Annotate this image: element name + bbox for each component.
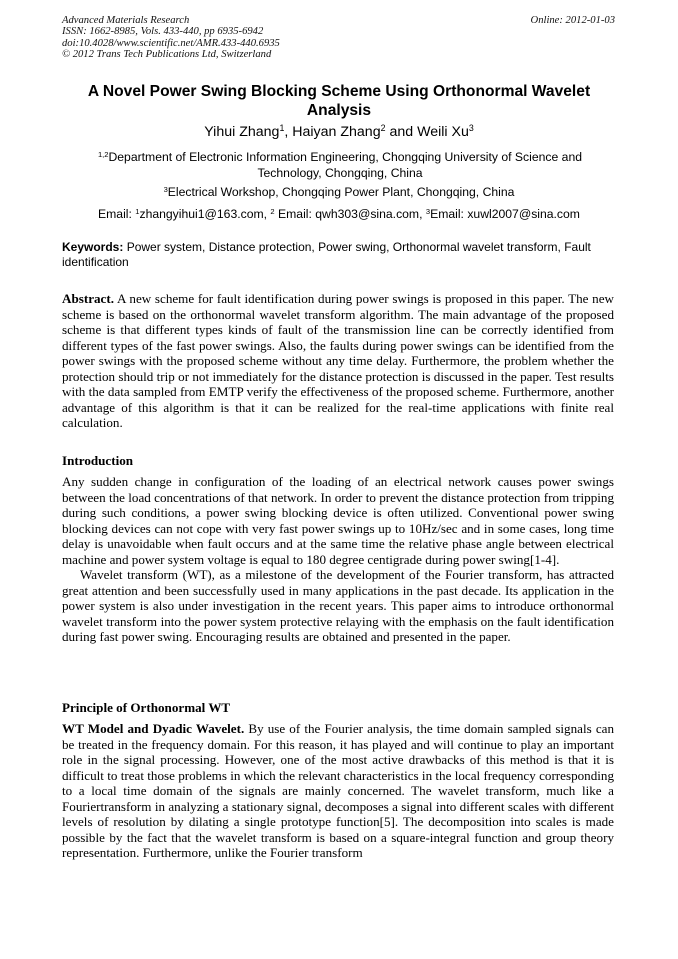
email-line — [62, 206, 616, 222]
journal-header — [62, 15, 280, 61]
section-heading-principle: Principle of Orthonormal WT — [62, 700, 231, 715]
paragraph: Any sudden change in configuration of the loading of an electrical network causes power swings between the load concentrations of that network. In order to prevent the distance protection from tripping during such conditions, a power swing blocking device is often utilized. Conventional power swing blocking devices can not cope with very fast power swings up to 10Hz/sec and in some cases, long time delay is unavoidable when fault occurs and at the same time the relative phase angle between electrical machine and power system voltage is equal to 180 degree centigrade during power swing[1-4]. — [62, 474, 614, 567]
affiliation-text: Electrical Workshop, Chongqing Power Plant, Chongqing, China — [167, 185, 515, 199]
journal-name: Advanced Materials Research — [62, 15, 190, 26]
abstract — [62, 291, 614, 431]
author-sup: 1 — [279, 123, 285, 134]
principle-body — [62, 721, 614, 861]
subsection-label: WT Model and Dyadic Wavelet. — [62, 721, 245, 736]
abstract-text: A new scheme for fault identification during power swings is proposed in this paper. The new scheme is based on the orthonormal wavelet transform algorithm. The main advantage of the proposed scheme is that different types kinds of fault of the transmission line can be correctly identified from different types of the fast power swings. Also, the faults during power swings can be identified from the power swings with the proposed scheme without any time delay. Furthermore, the problem whether the protection should trip or not immediately for the distance protection is discussed in the paper. Test results with the data sampled from EMTP verify the effectiveness of the proposed scheme. Furthermore, another advantage of this algorithm is that it can be realized for the real-time applications with finite real calculation. — [62, 291, 614, 430]
separator: , — [284, 124, 293, 140]
affiliation-text: Department of Electronic Information Engineering, Chongqing University of Science and Technology, Chongqing, China — [108, 150, 583, 180]
author-sup: 2 — [380, 123, 386, 134]
author-name: Haiyan Zhang — [292, 124, 381, 140]
affiliation-2 — [62, 184, 616, 200]
email-sup: 3 — [425, 206, 431, 216]
email-2[interactable]: Email: qwh303@sina.com, — [274, 207, 426, 221]
email-1[interactable]: zhangyihui1@163.com, — [139, 207, 271, 221]
introduction-body — [62, 474, 614, 645]
separator: and — [385, 124, 418, 140]
email-label: Email: — [98, 207, 136, 221]
author-sup: 3 — [468, 123, 474, 134]
keywords-text: Power system, Distance protection, Power swing, Orthonormal wavelet transform, Fault identification — [62, 240, 591, 269]
paragraph: By use of the Fourier analysis, the time domain sampled signals can be treated in the frequency domain. For this reason, it has played and will continue to play an important role in the signal processing. However, one of the most active drawbacks of this method is that it is difficult to treat those problems in which the relevant characteristics in the local frequency corresponding to a local time domain of the signals are mainly concerned. The wavelet transform, much like a Fouriertransform in analyzing a stationary signal, decomposes a signal into different scales with different levels of resolution by dilating a single prototype function[5]. The decomposition into scales is made possible by the fact that the wavelet transform is based on a square-integral function and group theory representation. Furthermore, unlike the Fourier transform — [62, 721, 614, 860]
section-heading-introduction: Introduction — [62, 453, 134, 468]
email-3[interactable]: Email: xuwl2007@sina.com — [430, 207, 580, 221]
email-sup: 1 — [135, 206, 140, 216]
abstract-label: Abstract. — [62, 291, 114, 306]
keywords — [62, 240, 616, 270]
email-sup: 2 — [270, 206, 275, 216]
issn-line: ISSN: 1662-8985, Vols. 433-440, pp 6935-6942 — [62, 26, 264, 38]
online-date: Online: 2012-01-03 — [530, 15, 615, 26]
affiliation-sup: 1,2 — [97, 149, 109, 159]
copyright-line: © 2012 Trans Tech Publications Ltd, Switzerland — [62, 49, 272, 61]
author-name: Weili Xu — [417, 124, 469, 140]
affiliation-sup: 3 — [163, 184, 168, 194]
paper-title: A Novel Power Swing Blocking Scheme Using Orthonormal Wavelet Analysis — [87, 83, 591, 119]
author-list — [62, 123, 616, 141]
author-name: Yihui Zhang — [204, 124, 280, 140]
doi-line: doi:10.4028/www.scientific.net/AMR.433-440.6935 — [62, 37, 280, 49]
affiliation-1 — [90, 149, 590, 181]
paragraph: Wavelet transform (WT), as a milestone of the development of the Fourier transform, has attracted great attention and been successfully used in many applications in the past decade. Its application in the power system is also under investigation in the recent years. This paper aims to introduce orthonormal wavelet transform into the power system protective relaying with the emphasis on the fault identification during fast power swing. Encouraging results are obtained and presented in the paper. — [62, 567, 614, 644]
keywords-label: Keywords: — [62, 240, 124, 254]
